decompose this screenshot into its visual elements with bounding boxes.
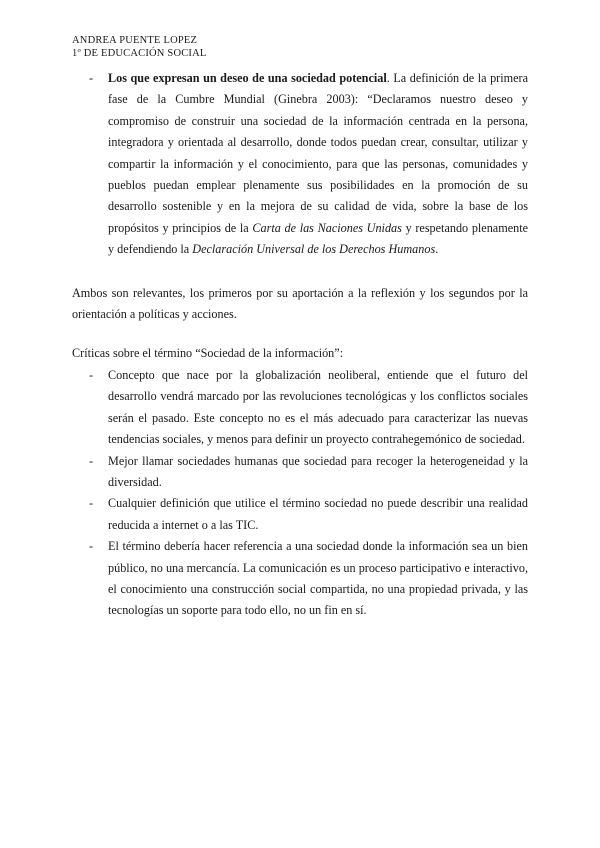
document-header [72,34,207,60]
critica-text: Mejor llamar sociedades humanas que sociedad para recoger la heterogeneidad y la diversidad. [108,453,528,489]
potencial-text-1: . La definición de la primera fase de la Cumbre Mundial (Ginebra 2003): “Declaramos nuestro deseo y compromiso de construir una sociedad de la información centrada en la persona, integradora y orientada al desarrollo, donde todos puedan crear, consultar, utilizar y compartir la información y el conocimiento, para que las personas, comunidades y pueblos puedan emplear plenamente sus posibilidades en la promoción de su desarrollo sostenible y en la mejora de su calidad de vida, sobre la base de los propósitos y principios de la [108,71,528,235]
dash-bullet: - [89,539,94,554]
declaracion-derechos-humanos: Declaración Universal de los Derechos Humanos [192,242,436,257]
potencial-list [72,68,528,261]
author-name: ANDREA PUENTE LOPEZ [72,35,198,46]
dash-bullet: - [89,453,94,468]
list-item [72,536,528,622]
paragraph-ambos: Ambos son relevantes, los primeros por su aportación a la reflexión y los segundos por la orientación a políticas y acciones. [72,285,528,322]
critica-text: El término debería hacer referencia a una sociedad donde la información sea un bien público, no una mercancía. La comunicación es un proceso participativo e interactivo, el conocimiento una construcción social compartida, no una propiedad privada, y las tecnologías un soporte para todo ello, no un fin en sí. [108,539,528,618]
dash-bullet: - [89,496,94,511]
potencial-text-3: . [435,242,439,257]
document-body [72,68,528,622]
course-name: 1º DE EDUCACIÓN SOCIAL [72,48,207,59]
critica-text: Cualquier definición que utilice el término sociedad no puede describir una realidad reducida a internet o a las TIC. [108,496,528,532]
list-item [72,451,528,494]
list-item [72,365,528,451]
dash-bullet: - [89,71,94,85]
list-item [72,493,528,536]
carta-naciones-unidas: Carta de las Naciones Unidas [252,220,402,235]
list-item-potencial [72,68,528,261]
critica-text: Concepto que nace por la globalización neoliberal, entiende que el futuro del desarrollo vendrá marcado por las revoluciones tecnológicas y los conflictos sociales serán el pasado. Este concepto no es el más adecuado para caracterizar las nuevas tendencias sociales, y menos para definir un proyecto contrahegemónico de sociedad. [108,367,528,447]
criticas-list [72,365,528,622]
potencial-text-2: y respetando plenamente y defendiendo la [108,220,528,257]
potencial-bold-lead: Los que expresan un deseo de una sociedad potencial [108,71,387,85]
dash-bullet: - [89,367,94,382]
criticas-title: Críticas sobre el término “Sociedad de la información”: [72,346,344,361]
